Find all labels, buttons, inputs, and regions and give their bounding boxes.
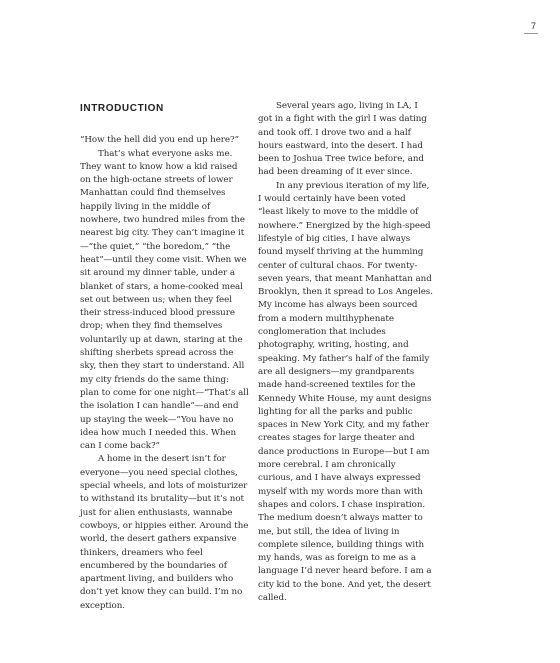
page-number-rule (524, 33, 538, 34)
left-paragraph-2: That’s what everyone asks me. They want to know how a kid raised on the high-octane streets of lower Manhattan could find themselves happily living in the middle of nowhere, two hundred miles from the nearest big city. They can’t imagine it—“the quiet,” “the boredom,” “the heat”—until they come visit. When we sit around my dinner table, under a blanket of stars, a home-cooked meal set out between us; when they feel their stress-induced blood pressure drop; when they find themselves voluntarily up at dawn, staring at the shifting sherbets spread across the sky, then they start to understand. All my city friends do the same thing: plan to come for one night—“That’s all the isolation I can handle”—and end up staying the week—“You have no idea how much I needed this. When can I come back?” (80, 148, 249, 452)
left-paragraph-3: A home in the desert isn’t for everyone—you need special clothes, special wheels, and lots of moisturizer to withstand its brutality—but it’s not just for alien enthusiasts, wannabe cowboys, or hippies either. Around the world, the desert gathers expansive thinkers, dreamers who feel encumbered by the boundaries of apartment living, and builders who don’t yet know they can build. I’m no exception. (80, 454, 249, 611)
section-heading: INTRODUCTION (80, 103, 164, 114)
right-column (258, 100, 433, 605)
right-paragraph-1: Several years ago, living in LA, I got in a fight with the girl I was dating and took off. I drove two and a half hours eastward, into the desert. I had been to Joshua Tree twice before, and had been dreaming of it ever since. (258, 101, 427, 178)
right-paragraph-2: In any previous iteration of my life, I would certainly have been voted “least likely to move to the middle of nowhere.” Energized by the high-speed lifestyle of big cities, I have always found myself thriving at the humming center of cultural chaos. For twenty-seven years, that meant Manhattan and Brooklyn, then it spread to Los Angeles. My income has always been sourced from a modern multihyphenate conglomeration that includes photography, writing, hosting, and speaking. My father’s half of the family are all designers—my grandparents made hand-screened textiles for the Kennedy White House, my aunt designs lighting for all the parks and public spaces in New York City, and my father creates stages for large theater and dance productions in Europe—but I am more cerebral. I am chronically curious, and I have always expressed myself with my words more than with shapes and colors. I chase inspiration. The medium doesn’t always matter to me, but still, the idea of living in complete silence, building things with my hands, was as foreign to me as a language I’d never heard before. I am a city kid to the bone. And yet, the desert called. (258, 180, 433, 603)
left-column (80, 100, 250, 613)
left-paragraph-1: “How the hell did you end up here?” (80, 135, 240, 146)
page-number: 7 (530, 21, 536, 31)
